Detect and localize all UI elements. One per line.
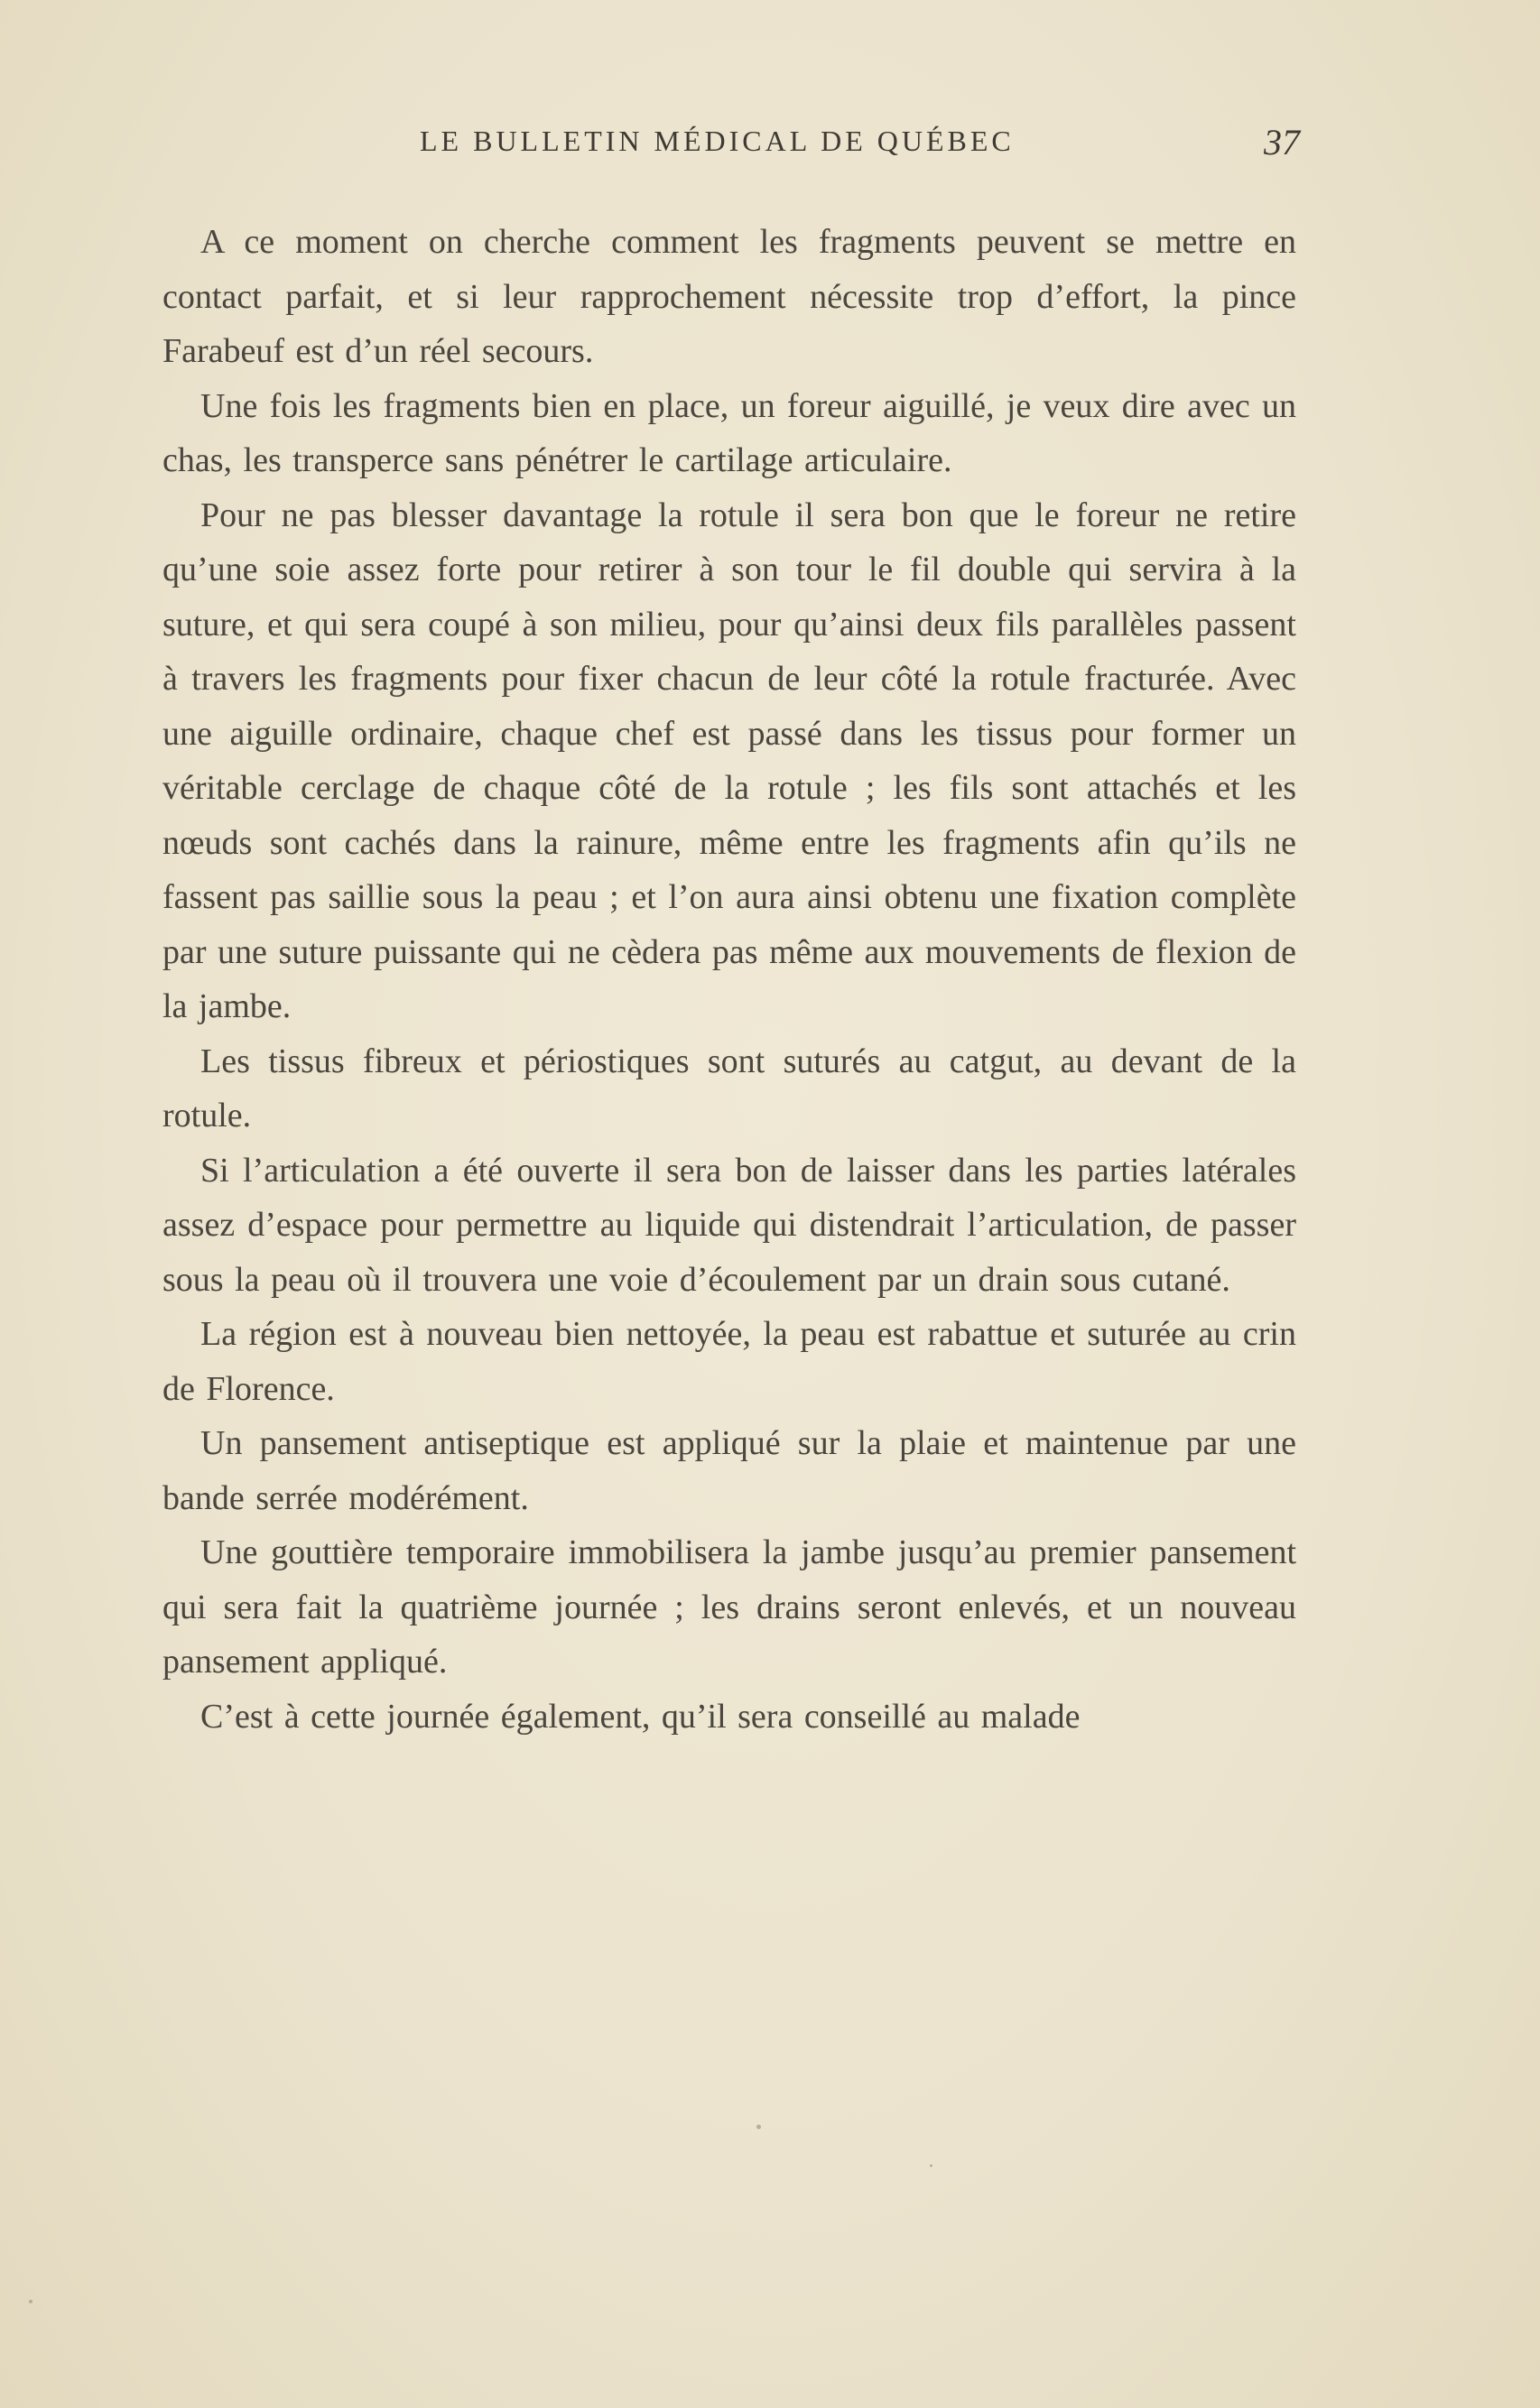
- paragraph: Si l’articulation a été ouverte il sera bon de laisser dans les parties latérales assez d’espace pour permettre au liquide qui distendrait l’articulation, de passer sous la peau où il trouvera une voie d’écoulement par un drain sous cutané.: [162, 1151, 1296, 1299]
- paragraph: Une fois les fragments bien en place, un foreur aiguillé, je veux dire avec un chas, les transperce sans pénétrer le cartilage articulaire.: [162, 386, 1296, 479]
- running-head: [162, 122, 1300, 170]
- body-text: [162, 215, 1296, 1744]
- paragraph: C’est à cette journée également, qu’il sera conseillé au malade: [200, 1697, 1081, 1736]
- paper-speck: [29, 2300, 32, 2303]
- paragraph: A ce moment on cherche comment les fragments peuvent se mettre en contact parfait, et si leur rapprochement nécessite trop d’effort, la pince Farabeuf est d’un réel secours.: [162, 223, 1296, 370]
- paragraph: Les tissus fibreux et périostiques sont suturés au catgut, au devant de la rotule.: [162, 1042, 1296, 1135]
- page-number: 37: [1264, 122, 1300, 162]
- paper-speck: [930, 2164, 932, 2167]
- paragraph: Un pansement antiseptique est appliqué sur la plaie et maintenue par une bande serrée modérément.: [162, 1424, 1296, 1517]
- paragraph: Pour ne pas blesser davantage la rotule il sera bon que le foreur ne retire qu’une soie assez forte pour retirer à son tour le fil double qui servira à la suture, et qui sera coupé à son milieu, pour qu’ainsi deux fils parallèles passent à travers les fragments pour fixer chacun de leur côté la rotule fracturée. Avec une aiguille ordinaire, chaque chef est passé dans les tissus pour former un véritable cerclage de chaque côté de la rotule ; les fils sont attachés et les nœuds sont cachés dans la rainure, même entre les fragments afin qu’ils ne fassent pas saillie sous la peau ; et l’on aura ainsi obtenu une fixation complète par une suture puissante qui ne cèdera pas même aux mouvements de flexion de la jambe.: [162, 495, 1296, 1025]
- paragraph: La région est à nouveau bien nettoyée, la peau est rabattue et suturée au crin de Florence.: [162, 1315, 1296, 1408]
- paragraph: Une gouttière temporaire immobilisera la jambe jusqu’au premier pansement qui sera fait la quatrième journée ; les drains seront enlevés, et un nouveau pansement appliqué.: [162, 1533, 1296, 1681]
- paper-speck: [756, 2125, 761, 2129]
- running-title: LE BULLETIN MÉDICAL DE QUÉBEC: [420, 125, 1015, 157]
